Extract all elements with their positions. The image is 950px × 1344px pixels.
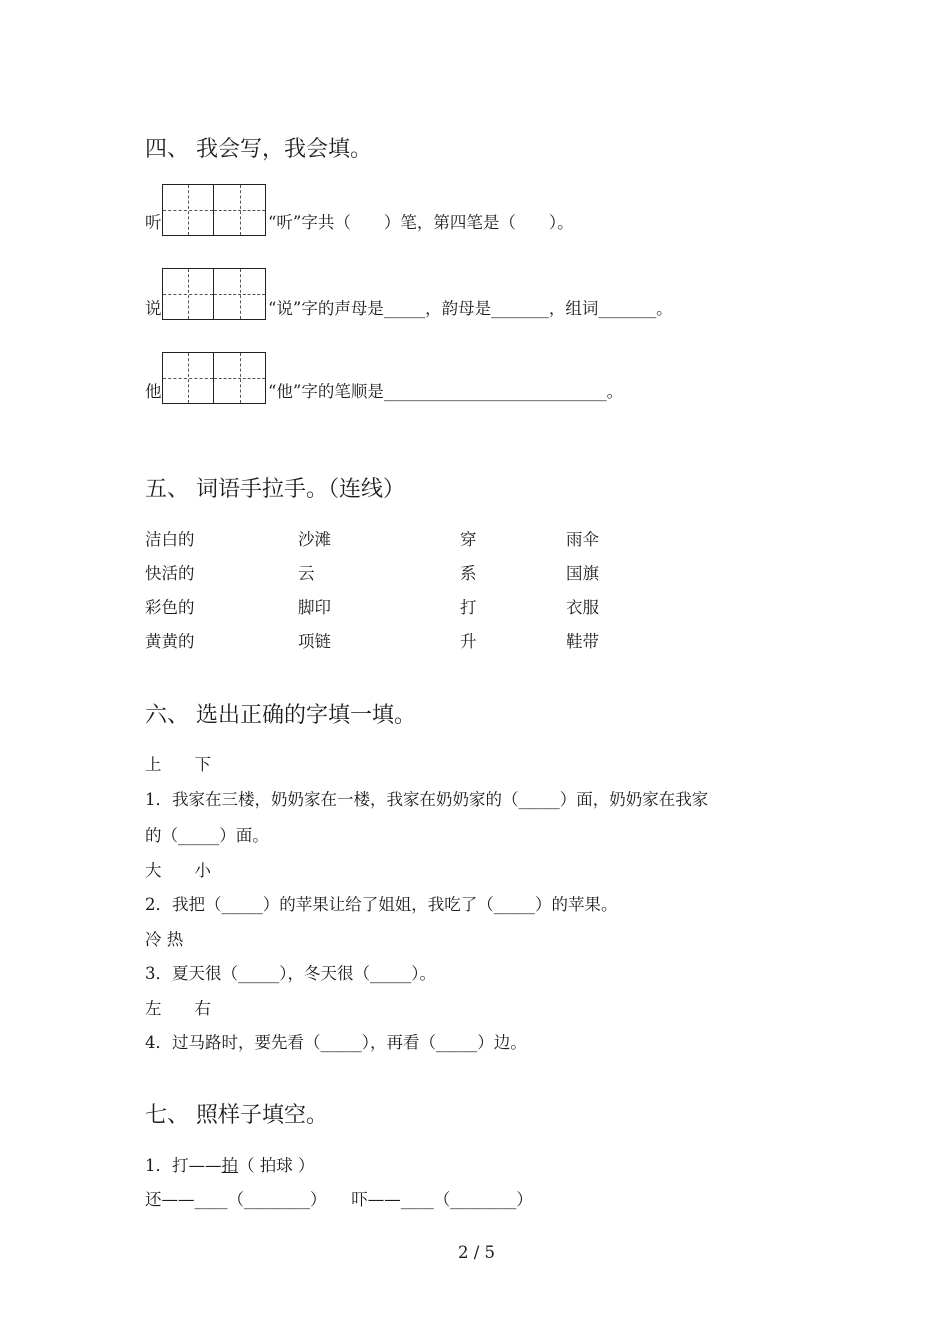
char-label-ting: 听 bbox=[145, 213, 162, 232]
choice-pair-1: 上 下 bbox=[145, 755, 211, 774]
example-line bbox=[145, 1152, 315, 1176]
word-col1-4: 黄黄的 bbox=[145, 632, 195, 651]
question-ting: “听”字共（ ）笔，第四笔是（ ）。 bbox=[268, 213, 574, 232]
word-col2-3: 脚印 bbox=[298, 598, 331, 617]
question-6-3: 3．夏天很（_____），冬天很（_____）。 bbox=[145, 964, 436, 983]
writing-grid-shuo[interactable] bbox=[162, 268, 266, 320]
word-col3-1: 穿 bbox=[460, 530, 477, 549]
fill-line-7-1: 还——____（________） 吓——____（________） bbox=[145, 1190, 533, 1209]
question-6-1-cont: 的（_____）面。 bbox=[145, 826, 269, 845]
question-6-1: 1．我家在三楼，奶奶家在一楼，我家在奶奶家的（_____）面，奶奶家在我家 bbox=[145, 790, 709, 809]
question-6-2: 2．我把（_____）的苹果让给了姐姐，我吃了（_____）的苹果。 bbox=[145, 895, 618, 914]
question-6-4: 4．过马路时，要先看（_____），再看（_____）边。 bbox=[145, 1033, 527, 1052]
section-5-title: 五、 词语手拉手。（连线） bbox=[145, 477, 405, 502]
word-col4-1: 雨伞 bbox=[566, 530, 599, 549]
word-col3-3: 打 bbox=[460, 598, 477, 617]
word-col1-2: 快活的 bbox=[145, 564, 195, 583]
section-7-title: 七、 照样子填空。 bbox=[145, 1103, 328, 1128]
section-4-title: 四、 我会写，我会填。 bbox=[145, 137, 372, 162]
choice-pair-3: 冷 热 bbox=[145, 930, 184, 949]
word-col2-2: 云 bbox=[298, 564, 315, 583]
page-number: 2 / 5 bbox=[458, 1243, 496, 1262]
section-6-title: 六、 选出正确的字填一填。 bbox=[145, 703, 416, 728]
word-col3-2: 系 bbox=[460, 564, 477, 583]
word-col2-4: 项链 bbox=[298, 632, 331, 651]
word-col4-2: 国旗 bbox=[566, 564, 599, 583]
writing-grid-ting[interactable] bbox=[162, 184, 266, 236]
writing-grid-ta[interactable] bbox=[162, 352, 266, 404]
word-col2-1: 沙滩 bbox=[298, 530, 331, 549]
example-suffix: （ 拍球 ） bbox=[238, 1156, 315, 1175]
word-col4-3: 衣服 bbox=[566, 598, 599, 617]
word-col1-3: 彩色的 bbox=[145, 598, 195, 617]
example-prefix: 1．打—— bbox=[145, 1156, 222, 1175]
char-label-ta: 他 bbox=[145, 382, 162, 401]
example-word: 拍 bbox=[221, 1156, 238, 1175]
choice-pair-4: 左 右 bbox=[145, 999, 211, 1018]
question-shuo: “说”字的声母是_____，韵母是_______，组词_______。 bbox=[268, 299, 673, 318]
word-col1-1: 洁白的 bbox=[145, 530, 195, 549]
word-col3-4: 升 bbox=[460, 632, 477, 651]
word-col4-4: 鞋带 bbox=[566, 632, 599, 651]
choice-pair-2: 大 小 bbox=[145, 861, 211, 880]
char-label-shuo: 说 bbox=[145, 299, 162, 318]
question-ta: “他”字的笔顺是___________________________。 bbox=[268, 382, 624, 401]
